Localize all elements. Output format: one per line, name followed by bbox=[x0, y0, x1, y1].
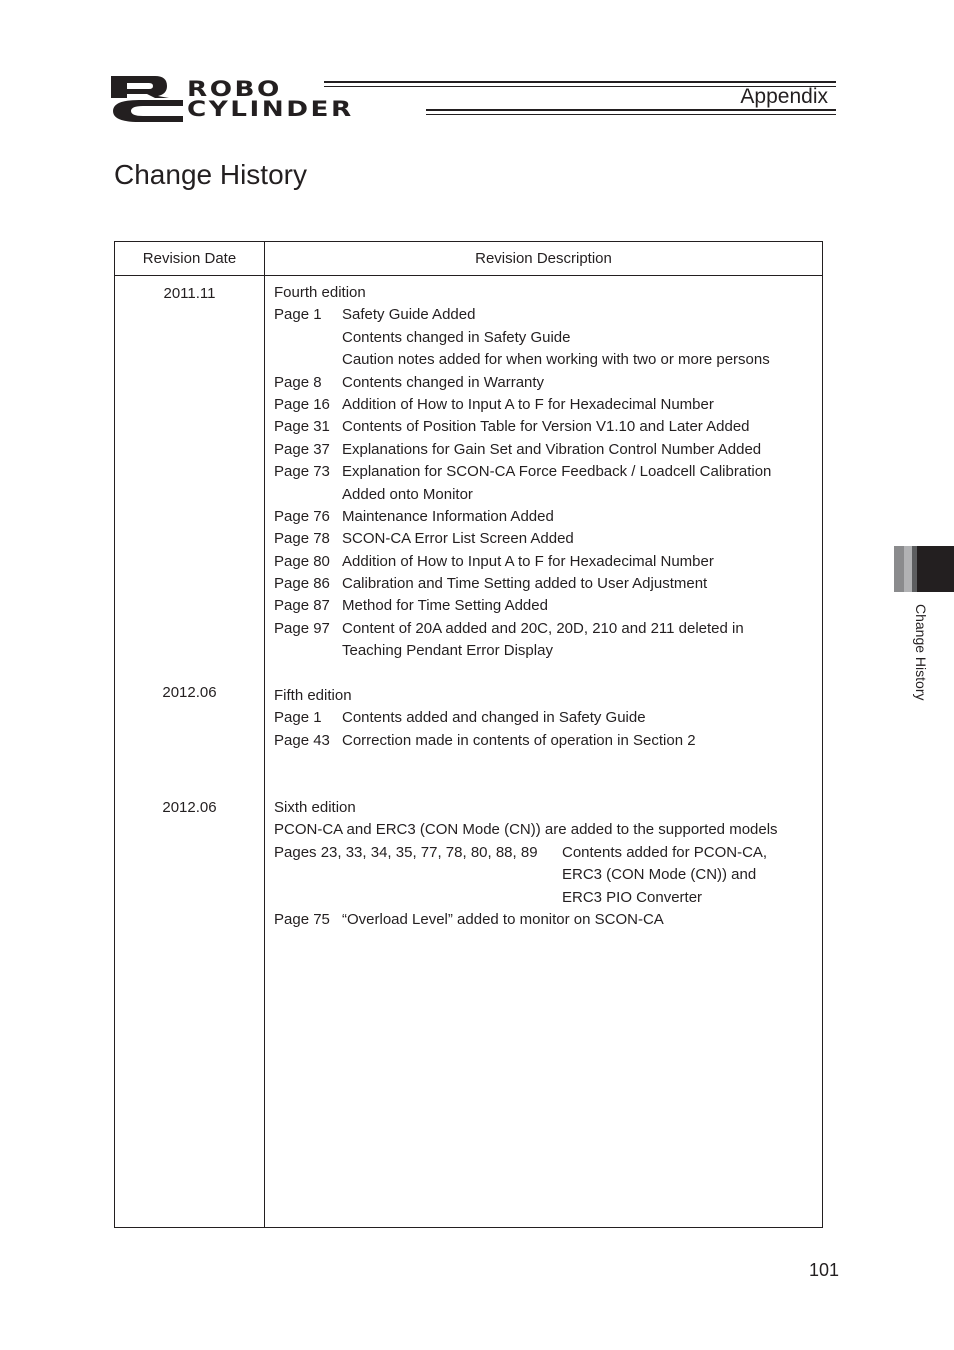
line-text: ERC3 (CON Mode (CN)) and bbox=[562, 866, 757, 884]
section-label: Appendix bbox=[740, 85, 828, 108]
description-line bbox=[274, 887, 819, 909]
line-label: Page 78 bbox=[274, 530, 330, 548]
description-line bbox=[274, 551, 819, 573]
column-header-revision-date: Revision Date bbox=[142, 250, 237, 267]
line-text: Content of 20A added and 20C, 20D, 210 and 211 deleted in bbox=[342, 619, 744, 637]
line-label: Page 75 bbox=[274, 910, 330, 928]
description-line bbox=[274, 707, 819, 729]
line-text: Calibration and Time Setting added to User Adjustment bbox=[342, 575, 708, 593]
line-text: Method for Time Setting Added bbox=[342, 597, 548, 615]
revision-description bbox=[274, 685, 819, 752]
line-text: Contents added and changed in Safety Guide bbox=[342, 709, 646, 727]
description-line bbox=[274, 640, 819, 662]
line-label: Fifth edition bbox=[274, 687, 352, 704]
description-line bbox=[274, 595, 819, 617]
revision-date: 2012.06 bbox=[162, 799, 217, 816]
line-label: Page 16 bbox=[274, 395, 330, 413]
line-text: Added onto Monitor bbox=[342, 485, 473, 503]
description-line bbox=[274, 506, 819, 528]
line-label: Page 80 bbox=[274, 552, 330, 570]
page-number: 101 bbox=[808, 1260, 839, 1280]
line-text: Teaching Pendant Error Display bbox=[342, 642, 553, 660]
line-text: Caution notes added for when working with two or more persons bbox=[342, 351, 770, 369]
line-text: Explanations for Gain Set and Vibration Control Number Added bbox=[342, 440, 762, 458]
tab-stripe bbox=[894, 546, 904, 592]
description-line bbox=[274, 528, 819, 550]
line-text: Safety Guide Added bbox=[342, 306, 476, 324]
line-text: ERC3 PIO Converter bbox=[562, 888, 703, 906]
description-line bbox=[274, 797, 819, 819]
line-text: Addition of How to Input A to F for Hexadecimal Number bbox=[342, 395, 714, 413]
description-line bbox=[274, 282, 819, 304]
description-line bbox=[274, 730, 819, 752]
line-label: Page 86 bbox=[274, 575, 330, 593]
line-label: Page 76 bbox=[274, 507, 330, 525]
description-line bbox=[274, 416, 819, 438]
description-line bbox=[274, 439, 819, 461]
column-header-revision-description: Revision Description bbox=[475, 250, 612, 267]
revision-date: 2011.11 bbox=[163, 285, 216, 302]
logo-robo-text: ROBO bbox=[187, 77, 282, 101]
description-line bbox=[274, 685, 819, 707]
description-line bbox=[274, 394, 819, 416]
line-text: Addition of How to Input A to F for Hexadecimal Number bbox=[342, 552, 714, 570]
description-line bbox=[274, 842, 819, 864]
description-line bbox=[274, 618, 819, 640]
header-rule-top-thick bbox=[324, 81, 836, 83]
line-label: Page 87 bbox=[274, 597, 330, 615]
line-text: Maintenance Information Added bbox=[342, 507, 554, 525]
description-line bbox=[274, 349, 819, 371]
page-title: Change History bbox=[114, 159, 307, 190]
description-line bbox=[274, 909, 819, 931]
line-label: Page 31 bbox=[274, 418, 330, 436]
header-divider bbox=[115, 275, 822, 276]
line-label: Page 43 bbox=[274, 731, 330, 749]
side-chapter-label: Change History bbox=[913, 604, 929, 701]
header-rule-bottom-thin bbox=[426, 114, 836, 115]
line-label: Page 73 bbox=[274, 463, 330, 481]
description-line bbox=[274, 461, 819, 483]
line-text: SCON-CA Error List Screen Added bbox=[342, 530, 574, 548]
line-text: Contents changed in Warranty bbox=[342, 373, 545, 391]
line-text: Contents of Position Table for Version V1.10 and Later Added bbox=[342, 418, 750, 436]
line-text: “Overload Level” added to monitor on SCON-CA bbox=[342, 910, 664, 928]
logo-cylinder-text: CYLINDER bbox=[187, 97, 354, 121]
revision-description bbox=[274, 282, 819, 663]
line-text: Explanation for SCON-CA Force Feedback / Loadcell Calibration bbox=[342, 463, 772, 481]
description-line bbox=[274, 573, 819, 595]
chapter-tab-marker bbox=[894, 546, 954, 592]
line-label: Page 8 bbox=[274, 373, 322, 391]
rc-logo-mark-icon bbox=[109, 74, 185, 122]
description-line bbox=[274, 819, 819, 841]
tab-stripe bbox=[917, 546, 954, 592]
description-line bbox=[274, 327, 819, 349]
column-divider bbox=[264, 242, 265, 1227]
line-label: Fourth edition bbox=[274, 284, 366, 301]
description-line bbox=[274, 304, 819, 326]
line-text: Correction made in contents of operation in Section 2 bbox=[342, 731, 696, 749]
revision-date: 2012.06 bbox=[162, 684, 217, 701]
description-line bbox=[274, 864, 819, 886]
line-label: Pages 23, 33, 34, 35, 77, 78, 80, 88, 89 bbox=[274, 843, 538, 861]
line-label: Sixth edition bbox=[274, 799, 356, 816]
line-text: Contents changed in Safety Guide bbox=[342, 328, 571, 346]
description-line bbox=[274, 372, 819, 394]
tab-stripe bbox=[904, 546, 912, 592]
line-text: Contents added for PCON-CA, bbox=[562, 843, 768, 861]
line-label: Page 1 bbox=[274, 709, 322, 727]
line-label: Page 1 bbox=[274, 306, 322, 324]
line-label: Page 37 bbox=[274, 440, 330, 458]
revision-description bbox=[274, 797, 819, 931]
description-line bbox=[274, 484, 819, 506]
line-label: PCON-CA and ERC3 (CON Mode (CN)) are added to the supported models bbox=[274, 821, 778, 839]
change-history-table bbox=[114, 241, 823, 1228]
line-label: Page 97 bbox=[274, 619, 330, 637]
